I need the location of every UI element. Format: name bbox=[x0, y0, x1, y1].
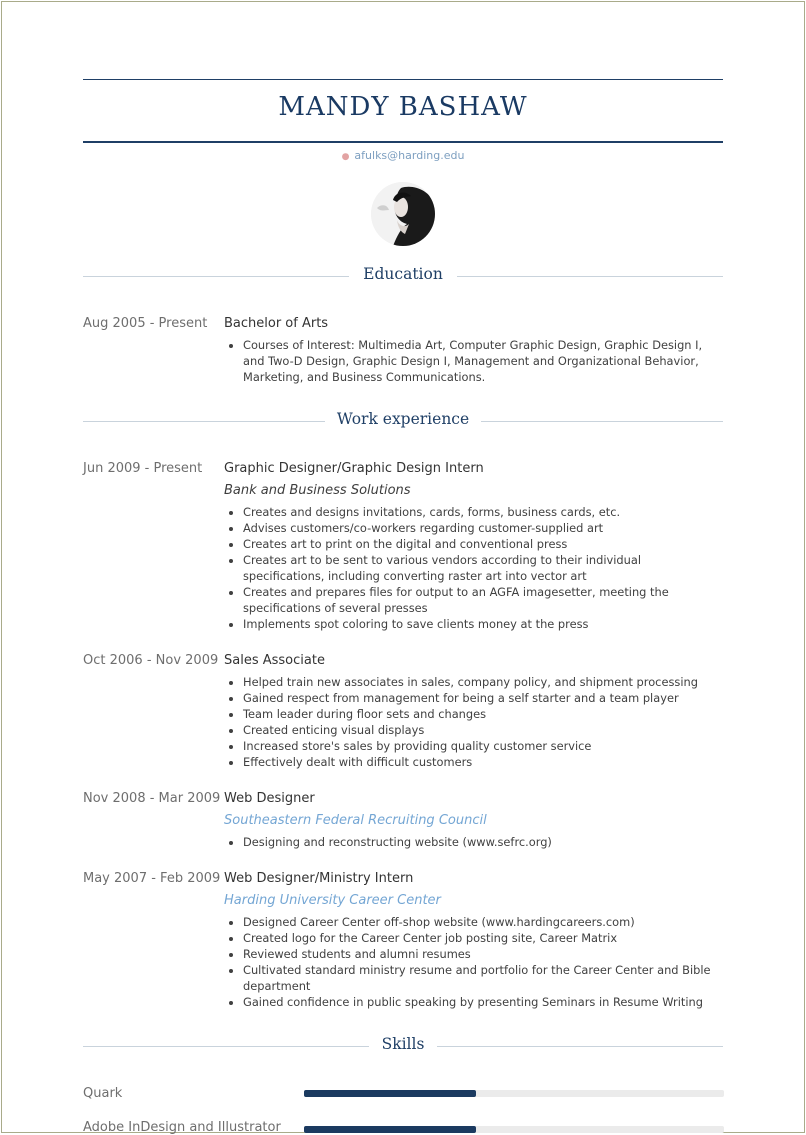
entry-bullets bbox=[224, 834, 723, 850]
email-bullet-icon: ● bbox=[341, 152, 350, 162]
section-title: Skills bbox=[381, 1035, 425, 1053]
list-item: • Effectively dealt with difficult customers bbox=[243, 754, 723, 770]
header-rule-top bbox=[83, 79, 723, 80]
avatar bbox=[371, 182, 435, 246]
skill-bar bbox=[304, 1090, 724, 1097]
list-item: • Advises customers/co-workers regarding customer-supplied art bbox=[243, 520, 723, 536]
entry-bullets bbox=[224, 914, 723, 1010]
entry-title: Sales Associate bbox=[224, 653, 325, 668]
skill-bar-fill bbox=[304, 1090, 476, 1097]
list-item: • Reviewed students and alumni resumes bbox=[243, 946, 723, 962]
list-item: • Increased store's sales by providing quality customer service bbox=[243, 738, 723, 754]
skill-bar-fill bbox=[304, 1126, 476, 1133]
list-item: • Cultivated standard ministry resume and portfolio for the Career Center and Bible department bbox=[243, 962, 723, 994]
entry-company-link[interactable]: Harding University Career Center bbox=[224, 893, 441, 908]
work-section-heading bbox=[83, 410, 723, 432]
list-item: • Gained confidence in public speaking by presenting Seminars in Resume Writing bbox=[243, 994, 723, 1010]
skill-bar bbox=[304, 1126, 724, 1133]
email-link[interactable]: afulks@harding.edu bbox=[354, 149, 465, 162]
list-item: • Implements spot coloring to save clients money at the press bbox=[243, 616, 723, 632]
entry-date: Nov 2008 - Mar 2009 bbox=[83, 791, 221, 806]
section-title: Education bbox=[363, 265, 443, 283]
skill-name: Quark bbox=[83, 1086, 123, 1101]
entry-title: Bachelor of Arts bbox=[224, 316, 329, 331]
education-section-heading bbox=[83, 265, 723, 287]
candidate-name: MANDY BASHAW bbox=[278, 92, 528, 122]
list-item: • Helped train new associates in sales, company policy, and shipment processing bbox=[243, 674, 723, 690]
list-item: • Creates art to print on the digital and conventional press bbox=[243, 536, 723, 552]
entry-company-link[interactable]: Southeastern Federal Recruiting Council bbox=[224, 813, 487, 828]
list-item: • Designed Career Center off-shop website (www.hardingcareers.com) bbox=[243, 914, 723, 930]
list-item: • Team leader during floor sets and changes bbox=[243, 706, 723, 722]
contact-line bbox=[83, 149, 723, 162]
skill-name: Adobe InDesign and Illustrator bbox=[83, 1120, 281, 1135]
entry-bullets bbox=[224, 504, 723, 632]
list-item: • Created logo for the Career Center job posting site, Career Matrix bbox=[243, 930, 723, 946]
section-title: Work experience bbox=[336, 410, 470, 428]
list-item: • Created enticing visual displays bbox=[243, 722, 723, 738]
entry-date: Aug 2005 - Present bbox=[83, 316, 208, 331]
entry-title: Web Designer bbox=[224, 791, 315, 806]
entry-title: Graphic Designer/Graphic Design Intern bbox=[224, 461, 484, 476]
entry-date: Oct 2006 - Nov 2009 bbox=[83, 653, 219, 668]
entry-title: Web Designer/Ministry Intern bbox=[224, 871, 414, 886]
list-item: • Designing and reconstructing website (www.sefrc.org) bbox=[243, 834, 723, 850]
entry-date: Jun 2009 - Present bbox=[83, 461, 203, 476]
entry-bullets bbox=[224, 337, 723, 385]
skills-section-heading bbox=[83, 1035, 723, 1057]
portrait-photo-icon bbox=[371, 182, 435, 246]
entry-bullets bbox=[224, 674, 723, 770]
list-item: • Courses of Interest: Multimedia Art, Computer Graphic Design, Graphic Design I, and Two-D Design, Graphic Design I, Management and Organizational Behavior, Marketing, and Business Communications. bbox=[243, 337, 723, 385]
list-item: • Creates and designs invitations, cards, forms, business cards, etc. bbox=[243, 504, 723, 520]
entry-company: Bank and Business Solutions bbox=[224, 483, 411, 498]
list-item: • Creates art to be sent to various vendors according to their individual specifications, including converting raster art into vector art bbox=[243, 552, 723, 584]
list-item: • Creates and prepares files for output to an AGFA imagesetter, meeting the specifications of several presses bbox=[243, 584, 723, 616]
entry-date: May 2007 - Feb 2009 bbox=[83, 871, 221, 886]
header-rule-bottom bbox=[83, 141, 723, 143]
list-item: • Gained respect from management for being a self starter and a team player bbox=[243, 690, 723, 706]
